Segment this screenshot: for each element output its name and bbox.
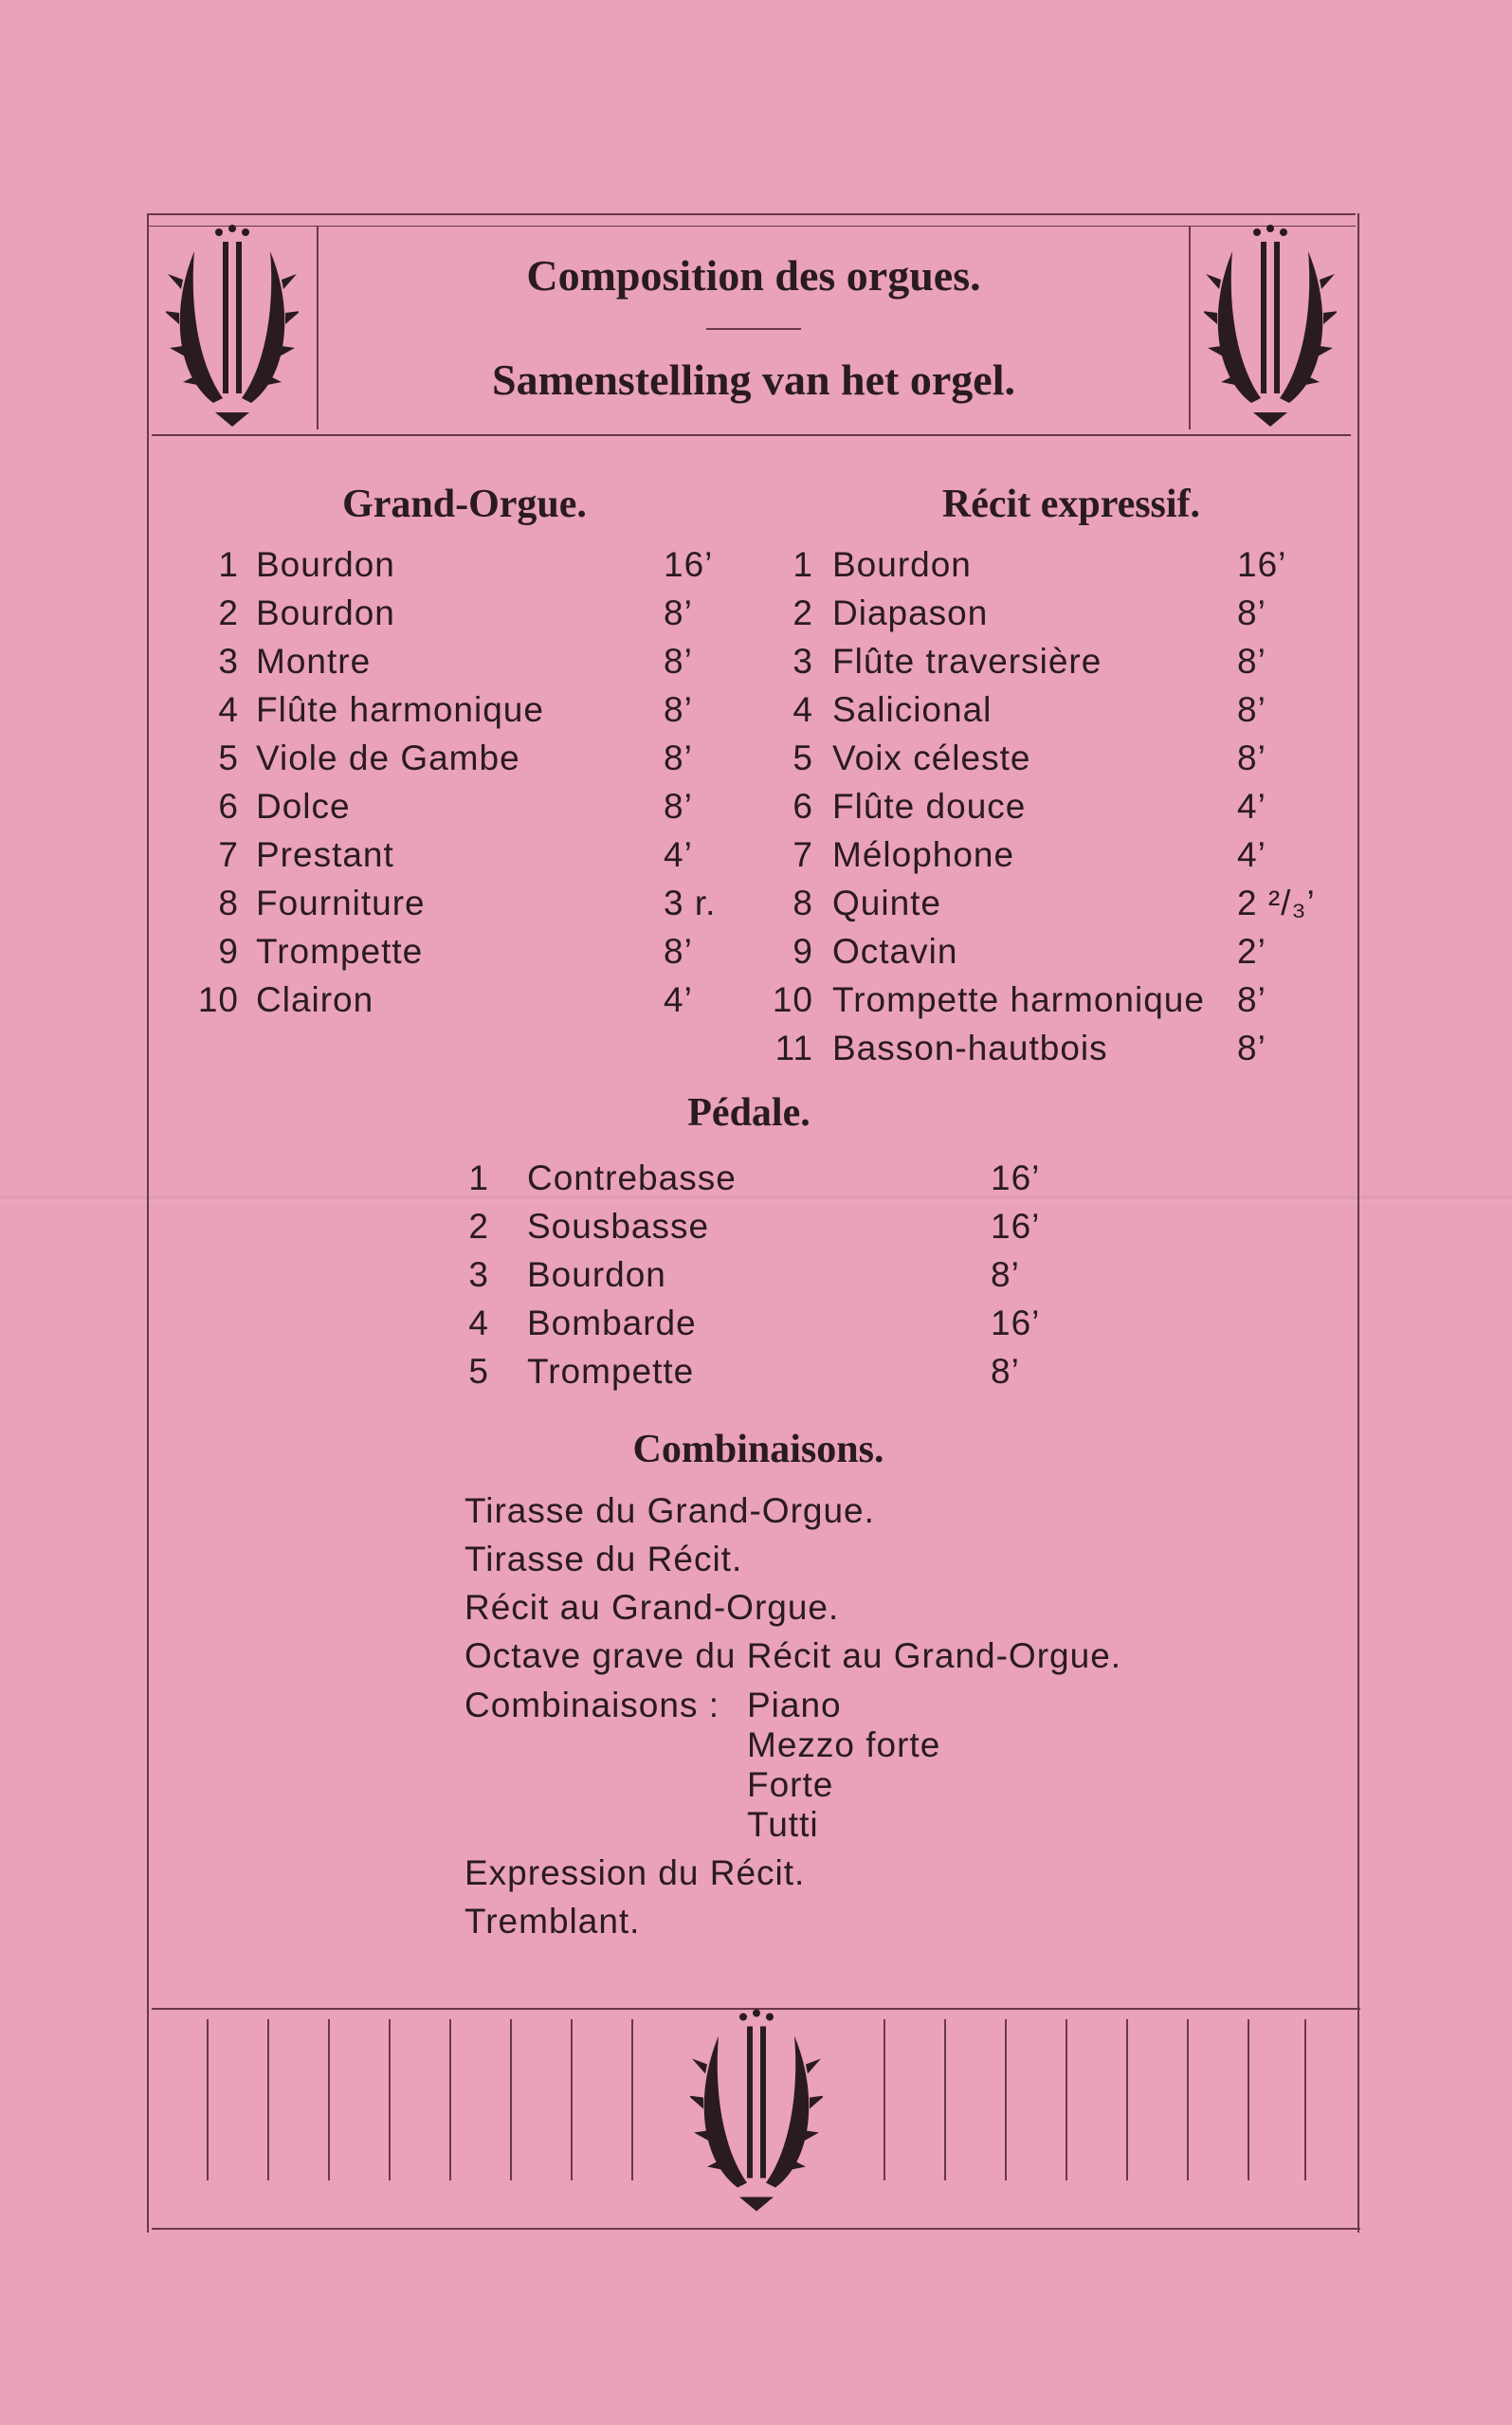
stop-row — [190, 642, 758, 689]
stop-row — [758, 738, 1327, 786]
stop-name: Flûte douce — [832, 787, 1027, 826]
stop-name: Flûte harmonique — [256, 690, 544, 729]
stop-row — [758, 1029, 1327, 1076]
stop-name: Bourdon — [256, 545, 395, 584]
stop-name: Bourdon — [832, 545, 972, 584]
stop-size: 8’ — [664, 787, 693, 826]
stop-size: 2 ²/₃’ — [1237, 884, 1316, 922]
combo-option: Tutti — [747, 1805, 819, 1844]
stop-row — [190, 932, 758, 979]
recit-title: Récit expressif. — [941, 483, 1201, 526]
stop-number: 4 — [468, 1304, 489, 1342]
stop-name: Basson-hautbois — [832, 1029, 1108, 1067]
stop-row — [446, 1304, 1071, 1351]
frame-top-rule-inner — [147, 226, 1356, 227]
footer-bar — [449, 2019, 451, 2180]
footer-bar — [884, 2019, 885, 2180]
combo-option: Mezzo forte — [747, 1725, 941, 1764]
stop-name: Bourdon — [256, 593, 395, 632]
header-bottom-rule — [152, 434, 1351, 436]
stop-size: 16’ — [1237, 545, 1287, 584]
footer-bar — [571, 2019, 573, 2180]
stop-row — [758, 545, 1327, 593]
stop-size: 8’ — [1237, 738, 1266, 777]
stop-size: 16’ — [991, 1158, 1041, 1197]
stop-row — [190, 884, 758, 931]
stop-number: 4 — [792, 690, 813, 729]
combo-line: Expression du Récit. — [465, 1853, 806, 1892]
stop-row — [190, 835, 758, 883]
stop-name: Fourniture — [256, 884, 426, 922]
stop-name: Clairon — [256, 980, 374, 1019]
stop-name: Trompette — [256, 932, 424, 971]
stop-size: 4’ — [1237, 787, 1266, 826]
stop-size: 8’ — [1237, 980, 1266, 1019]
laurel-lyre-icon — [1204, 223, 1337, 441]
stop-number: 7 — [218, 835, 239, 874]
stop-number: 1 — [792, 545, 813, 584]
stop-name: Mélophone — [832, 835, 1015, 874]
footer-bar — [1005, 2019, 1007, 2180]
stop-name: Salicional — [832, 690, 993, 729]
combo-line: Tirasse du Récit. — [465, 1540, 743, 1578]
combo-line: Octave grave du Récit au Grand-Orgue. — [465, 1636, 1122, 1675]
stop-row — [190, 593, 758, 641]
stop-size: 8’ — [991, 1352, 1020, 1391]
stop-row — [758, 642, 1327, 689]
stop-size: 3 r. — [664, 884, 717, 922]
footer-bar — [631, 2019, 633, 2180]
stop-row — [190, 545, 758, 593]
laurel-lyre-icon — [166, 223, 299, 441]
stop-number: 11 — [774, 1029, 813, 1067]
stop-size: 8’ — [1237, 642, 1266, 681]
stop-size: 8’ — [1237, 593, 1266, 632]
laurel-lyre-icon — [690, 2005, 823, 2228]
stop-number: 1 — [218, 545, 239, 584]
stop-row — [190, 738, 758, 786]
pedale-title: Pédale. — [687, 1091, 811, 1135]
stop-number: 5 — [792, 738, 813, 777]
combo-line: Tremblant. — [465, 1902, 641, 1941]
stop-row — [758, 932, 1327, 979]
stop-number: 8 — [792, 884, 813, 922]
stop-name: Contrebasse — [527, 1158, 737, 1197]
footer-bar — [328, 2019, 330, 2180]
stop-name: Diapason — [832, 593, 989, 632]
stop-size: 8’ — [664, 642, 693, 681]
stop-name: Trompette — [527, 1352, 695, 1391]
grand-orgue-title: Grand-Orgue. — [342, 483, 587, 526]
combo-line: Récit au Grand-Orgue. — [465, 1588, 840, 1627]
stop-number: 10 — [772, 980, 813, 1019]
stop-name: Dolce — [256, 787, 351, 826]
stop-name: Voix céleste — [832, 738, 1031, 777]
stop-number: 6 — [218, 787, 239, 826]
footer-bar — [389, 2019, 391, 2180]
stop-number: 4 — [218, 690, 239, 729]
stop-row — [758, 884, 1327, 931]
stop-number: 5 — [468, 1352, 489, 1391]
stop-number: 10 — [197, 980, 239, 1019]
stop-number: 3 — [792, 642, 813, 681]
stop-name: Bourdon — [527, 1255, 666, 1294]
footer-bar — [944, 2019, 946, 2180]
footer-bar — [267, 2019, 269, 2180]
stop-size: 8’ — [1237, 1029, 1266, 1067]
stop-row — [190, 787, 758, 834]
combinaisons-title: Combinaisons. — [632, 1428, 884, 1471]
stop-row — [758, 787, 1327, 834]
footer-bar — [510, 2019, 512, 2180]
stop-row — [446, 1158, 1071, 1206]
stop-number: 1 — [468, 1158, 489, 1197]
stop-number: 2 — [468, 1207, 489, 1246]
stop-size: 2’ — [1237, 932, 1266, 971]
stop-size: 4’ — [1237, 835, 1266, 874]
stop-name: Flûte traversière — [832, 642, 1102, 681]
stop-size: 16’ — [991, 1207, 1041, 1246]
stop-number: 3 — [468, 1255, 489, 1294]
stop-number: 7 — [792, 835, 813, 874]
frame-top-rule — [147, 213, 1356, 215]
footer-bar — [207, 2019, 209, 2180]
stop-name: Bombarde — [527, 1304, 697, 1342]
stop-name: Montre — [256, 642, 372, 681]
stop-row — [190, 690, 758, 738]
stop-number: 9 — [792, 932, 813, 971]
stop-number: 6 — [792, 787, 813, 826]
footer-bar — [1304, 2019, 1306, 2180]
stop-size: 16’ — [664, 545, 714, 584]
combo-label: Combinaisons : — [465, 1686, 720, 1724]
stop-row — [758, 835, 1327, 883]
combo-line: Tirasse du Grand-Orgue. — [465, 1491, 875, 1530]
stop-size: 8’ — [991, 1255, 1020, 1294]
title-divider — [706, 328, 801, 330]
stop-size: 16’ — [991, 1304, 1041, 1342]
stop-row — [190, 980, 758, 1028]
footer-bar — [1248, 2019, 1249, 2180]
stop-size: 8’ — [664, 593, 693, 632]
stop-row — [446, 1255, 1071, 1303]
footer-bar — [1126, 2019, 1128, 2180]
title-dutch: Samenstelling van het orgel. — [492, 356, 1015, 404]
stop-number: 9 — [218, 932, 239, 971]
stop-size: 8’ — [1237, 690, 1266, 729]
stop-number: 8 — [218, 884, 239, 922]
stop-size: 4’ — [664, 835, 693, 874]
footer-bottom-rule — [152, 2228, 1360, 2230]
stop-number: 3 — [218, 642, 239, 681]
combo-option: Piano — [747, 1686, 842, 1724]
stop-size: 4’ — [664, 980, 693, 1019]
stop-number: 5 — [218, 738, 239, 777]
stop-row — [758, 690, 1327, 738]
stop-row — [446, 1207, 1071, 1254]
stop-size: 8’ — [664, 932, 693, 971]
stop-name: Trompette harmonique — [832, 980, 1205, 1019]
title-french: Composition des orgues. — [526, 251, 981, 300]
stop-name: Octavin — [832, 932, 958, 971]
stop-row — [446, 1352, 1071, 1399]
combo-option: Forte — [747, 1765, 834, 1804]
stop-name: Viole de Gambe — [256, 738, 520, 777]
stop-row — [758, 593, 1327, 641]
stop-name: Prestant — [256, 835, 394, 874]
footer-bar — [1066, 2019, 1067, 2180]
stop-number: 2 — [792, 593, 813, 632]
stop-row — [758, 980, 1327, 1028]
stop-name: Quinte — [832, 884, 942, 922]
footer-bar — [1187, 2019, 1189, 2180]
stop-name: Sousbasse — [527, 1207, 710, 1246]
stop-size: 8’ — [664, 738, 693, 777]
stop-number: 2 — [218, 593, 239, 632]
stop-size: 8’ — [664, 690, 693, 729]
